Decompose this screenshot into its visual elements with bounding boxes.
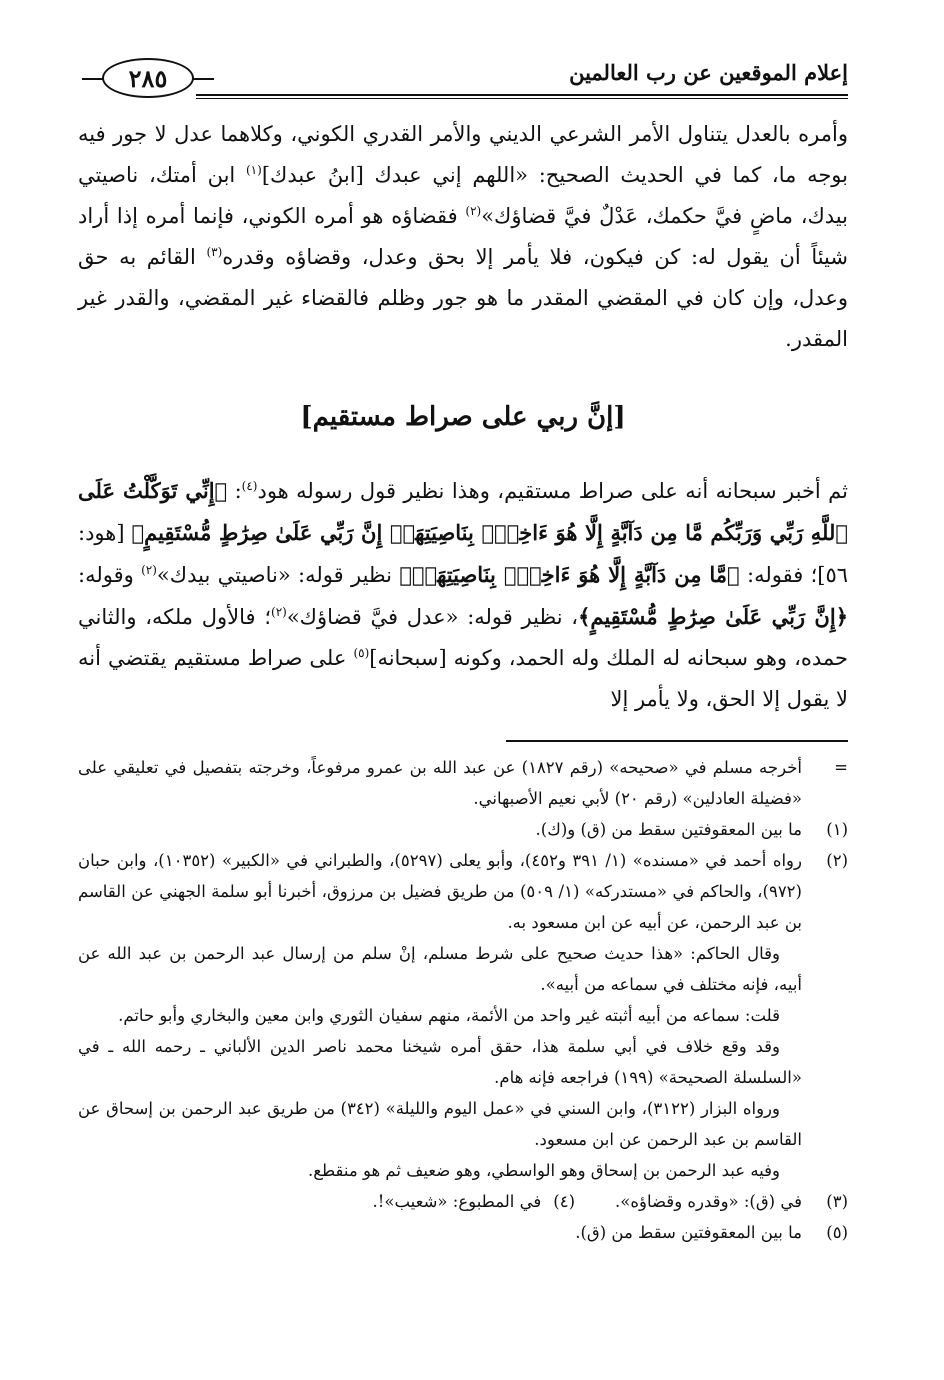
footnote-ref[interactable]: (٥) bbox=[353, 646, 370, 660]
page-header bbox=[78, 52, 848, 104]
footnote-text: وقال الحاكم: «هذا حديث صحيح على شرط مسلم، إنْ سلم من إرسال عبد الرحمن بن عبد الله عن أبيه، فإنه مختلف في سماعه من أبيه». bbox=[78, 944, 802, 994]
text-run: ؛ فالأول ملكه، والثاني حمده، وهو سبحانه له الملك وله الحمد، وكونه [سبحانه] bbox=[78, 605, 849, 670]
page-number: ٢٨٥ bbox=[128, 63, 168, 93]
footnote-mark: (٥) bbox=[826, 1223, 848, 1242]
footnotes bbox=[78, 752, 848, 1248]
footnote-mark: (٣) bbox=[826, 1192, 848, 1211]
page-number-ornament bbox=[102, 58, 194, 98]
footnote-text: وقد وقع خلاف في أبي سلمة هذا، حقق أمره شيخنا محمد ناصر الدين الألباني ـ رحمه الله ـ في «السلسلة الصحيحة» (١٩٩) فراجعه فإنه هام. bbox=[78, 1037, 802, 1087]
footnote-ref[interactable]: (٢) bbox=[271, 605, 287, 619]
quran-verse: ﴿إِنَّ رَبِّي عَلَىٰ صِرَٰطٍ مُّسْتَقِيمٍ﴾ bbox=[578, 604, 848, 629]
footnote-ref[interactable]: (٢) bbox=[465, 204, 482, 218]
footnote-separator bbox=[506, 740, 848, 742]
section-heading: [إنَّ ربي على صراط مستقيم] bbox=[300, 402, 626, 432]
footnote-text: في المطبوع: «شعيب»!. bbox=[372, 1192, 542, 1211]
text-run: ، نظير قوله: «عدل فيَّ قضاؤك» bbox=[286, 605, 579, 629]
footnote-mark: (٤) bbox=[553, 1192, 576, 1211]
footnote-text: قلت: سماعه من أبيه أثبته غير واحد من الأئمة، منهم سفيان الثوري وابن معين والبخاري وأبو حاتم. bbox=[118, 1006, 780, 1025]
footnote-text: أخرجه مسلم في «صحيحه» (رقم ١٨٢٧) عن عبد الله بن عمرو مرفوعاً، وخرجته بتفصيل في تعليقي على «فضيلة العادلين» (رقم ٢٠) لأبي نعيم الأصبهاني. bbox=[78, 758, 802, 808]
footnote-5 bbox=[78, 1217, 848, 1248]
quran-verse: ﴿إِنِّي تَوَكَّلْتُ عَلَى ٱللَّهِ رَبِّي وَرَبِّكُم مَّا مِن دَآبَّةٍ إِلَّا هُوَ ءَاخِذُۢ بِنَاصِيَتِهَآۚ إِنَّ رَبِّي عَلَىٰ صِرَٰطٍ مُّسْتَقِيمٍ﴾ bbox=[78, 478, 848, 545]
text-run: على صراط مستقيم يقتضي أنه لا يقول إلا الحق، ولا يأمر إلا bbox=[78, 646, 848, 711]
footnote-text: ما بين المعقوفتين سقط من (ق). bbox=[575, 1223, 802, 1242]
footnote-ref[interactable]: (٣) bbox=[206, 245, 223, 259]
text-run: نظير قوله: «ناصيتي بيدك» bbox=[156, 563, 400, 587]
footnote-text: ما بين المعقوفتين سقط من (ق) و(ك). bbox=[535, 820, 802, 839]
footnote-3-4-row bbox=[78, 1186, 848, 1217]
text-run: وأمره بالعدل يتناول الأمر الشرعي الديني والأمر القدري الكوني، وكلاهما عدل لا جور فيه بوجه ما، كما في الحديث الصحيح: «اللهم إني عبدك [ابنُ عبدك] bbox=[78, 122, 848, 187]
footnote-text: وفيه عبد الرحمن بن إسحاق وهو الواسطي، وهو ضعيف ثم هو منقطع. bbox=[307, 1161, 780, 1180]
footnote-continuation bbox=[78, 752, 848, 814]
footnote-1 bbox=[78, 814, 848, 845]
header-rule bbox=[196, 94, 848, 96]
footnote-ref[interactable]: (٢) bbox=[141, 563, 157, 577]
text-run: ابن أمتك، ناصيتي بيدك، ماضٍ فيَّ حكمك، عَدْلٌ فيَّ قضاؤك» bbox=[78, 163, 848, 228]
book-title: إعلام الموقعين عن رب العالمين bbox=[569, 60, 848, 85]
text-run: ثم أخبر سبحانه أنه على صراط مستقيم، وهذا نظير قول رسوله هود bbox=[257, 479, 849, 503]
main-paragraph-2 bbox=[78, 470, 848, 720]
footnote-text: رواه أحمد في «مسنده» (١/ ٣٩١ و٤٥٢)، وأبو يعلى (٥٢٩٧)، والطبراني في «الكبير» (١٠٣٥٢)، وابن حبان (٩٧٢)، والحاكم في «مستدركه» (١/ ٥٠٩) من طريق فضيل بن مرزوق، أخبرنا أبو سلمة الجهني عن القاسم بن عبد الرحمن، عن أبيه عن ابن مسعود به. bbox=[78, 851, 802, 932]
text-run: فقضاؤه هو أمره الكوني، فإنما أمره إذا أراد شيئاً أن يقول له: كن فيكون، فلا يأمر إلا بحق وعدل، وقضاؤه وقدره bbox=[78, 204, 848, 269]
text-run: وقوله: bbox=[78, 563, 142, 587]
text-run: [هود: ٥٦]؛ فقوله: bbox=[78, 521, 848, 587]
text-run: : bbox=[227, 479, 242, 503]
footnote-2 bbox=[78, 845, 848, 1186]
paragraph bbox=[78, 114, 848, 360]
footnote-mark: = bbox=[834, 758, 848, 777]
header-rule-thin bbox=[196, 98, 848, 99]
footnote-mark: (١) bbox=[826, 820, 848, 839]
quran-verse: ﴿مَّا مِن دَآبَّةٍ إِلَّا هُوَ ءَاخِذُۢ بِنَاصِيَتِهَآۚ﴾ bbox=[399, 562, 740, 587]
main-paragraph-1 bbox=[78, 114, 848, 360]
paragraph bbox=[78, 470, 848, 720]
footnote-text: في (ق): «وقدره وقضاؤه». bbox=[615, 1192, 802, 1211]
footnote-ref[interactable]: (١) bbox=[245, 163, 262, 177]
footnote-text: ورواه البزار (٣١٢٢)، وابن السني في «عمل اليوم والليلة» (٣٤٢) من طريق عبد الرحمن بن إسحاق عن القاسم بن عبد الرحمن عن ابن مسعود. bbox=[78, 1099, 802, 1149]
footnote-ref[interactable]: (٤) bbox=[241, 479, 258, 493]
footnote-mark: (٢) bbox=[826, 851, 848, 870]
text-run: القائم به حق وعدل، وإن كان في المقضي المقدر ما هو جور وظلم فالقضاء غير المقضي، والقدر غير المقدر. bbox=[78, 245, 848, 351]
